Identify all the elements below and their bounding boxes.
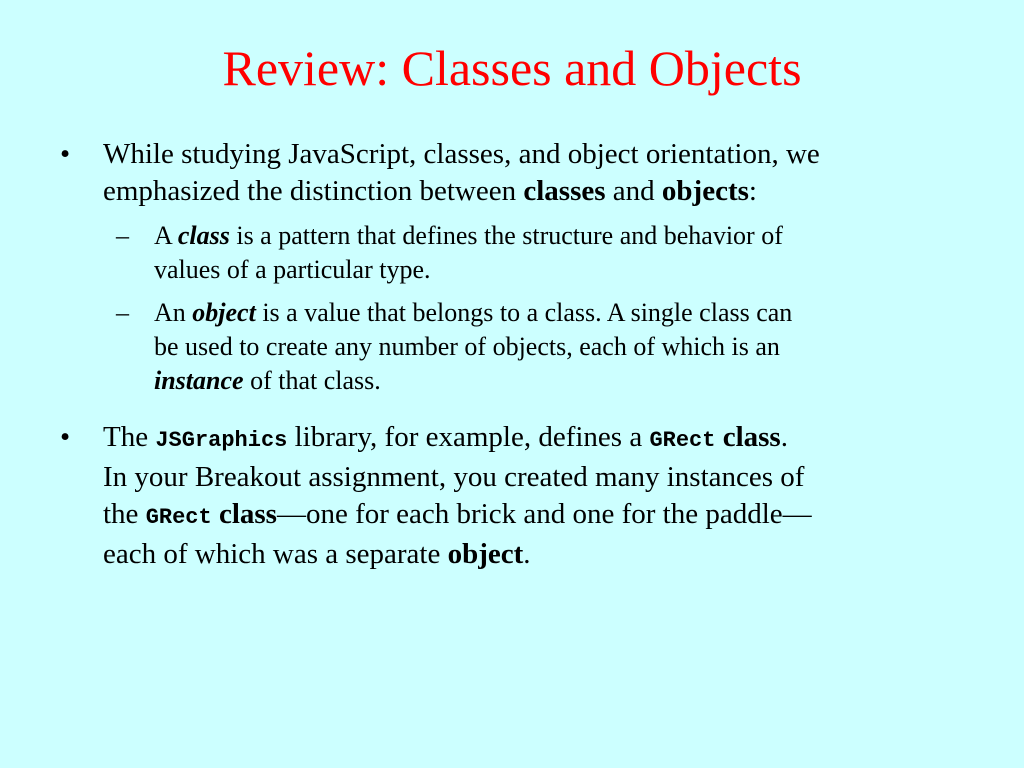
bullet-text: —one for each brick and one for the paddle—	[276, 498, 812, 530]
bullet-marker: •	[60, 421, 71, 453]
bullet-text: The	[103, 421, 156, 453]
bullet-line: In your Breakout assignment, you created many instances of	[103, 461, 805, 493]
sub-item	[116, 296, 954, 398]
sub-line	[154, 364, 954, 398]
term-class: class	[211, 498, 277, 530]
bullet-text: library, for example, defines a	[287, 421, 650, 453]
sub-text: of that class.	[243, 366, 381, 395]
bullet-text: .	[523, 538, 531, 570]
term-instance: instance	[154, 366, 244, 395]
term-object: object	[192, 298, 256, 327]
code-jsgraphics: JSGraphics	[155, 428, 288, 453]
code-grect: GRect	[649, 428, 716, 453]
bullet-text: each of which was a separate	[103, 538, 448, 570]
term-objects: objects	[661, 175, 749, 207]
sub-text: is a pattern that defines the structure and behavior of	[229, 221, 783, 250]
bullet-text: and	[605, 175, 662, 207]
bullet-item	[60, 136, 983, 210]
bullet-line	[103, 496, 983, 536]
code-grect: GRect	[145, 505, 212, 530]
sub-text: A	[154, 221, 178, 250]
sub-marker: –	[116, 221, 129, 250]
bullet-line	[103, 419, 983, 459]
sub-line: be used to create any number of objects, each of which is an	[154, 332, 780, 361]
bullet-text: :	[748, 175, 757, 207]
sub-line: values of a particular type.	[154, 255, 431, 284]
term-classes: classes	[523, 175, 606, 207]
bullet-marker: •	[60, 138, 71, 170]
bullet-text: the	[103, 498, 146, 530]
sub-line	[154, 219, 954, 253]
bullet-line	[103, 173, 983, 210]
term-class: class	[715, 421, 781, 453]
bullet-text: .	[780, 421, 788, 453]
term-class: class	[177, 221, 230, 250]
bullet-text: emphasized the distinction between	[103, 175, 524, 207]
sub-marker: –	[116, 298, 129, 327]
term-object: object	[447, 538, 524, 570]
slide-title: Review: Classes and Objects	[222, 40, 802, 96]
bullet-item	[60, 419, 983, 573]
sub-item	[116, 219, 954, 287]
bullet-line: While studying JavaScript, classes, and object orientation, we	[103, 138, 820, 170]
sub-text: An	[154, 298, 193, 327]
sub-line	[154, 296, 954, 330]
sub-text: is a value that belongs to a class. A single class can	[255, 298, 793, 327]
bullet-line	[103, 536, 983, 573]
